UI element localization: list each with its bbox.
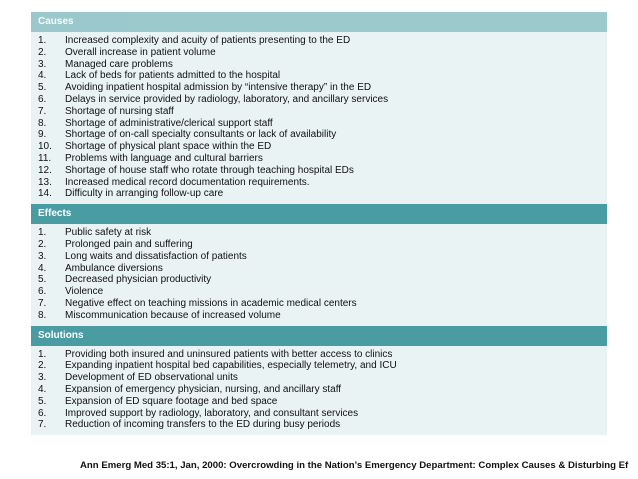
item-number: 3. [38, 58, 47, 70]
list-item [31, 408, 607, 420]
item-number: 6. [38, 93, 47, 105]
item-text: Shortage of physical plant space within the ED [65, 141, 272, 153]
item-text: Development of ED observational units [65, 372, 238, 384]
item-text: Violence [65, 286, 104, 298]
item-number: 10. [38, 141, 52, 153]
item-text: Shortage of on-call specialty consultants or lack of availability [65, 129, 337, 141]
solutions-list [31, 346, 607, 436]
list-item [31, 286, 607, 298]
list-item [31, 310, 607, 322]
item-number: 4. [38, 262, 47, 274]
list-item [31, 35, 607, 47]
list-item [31, 118, 607, 130]
list-item [31, 94, 607, 106]
item-number: 7. [38, 297, 47, 309]
item-number: 4. [38, 70, 47, 82]
list-item [31, 141, 607, 153]
item-number: 12. [38, 164, 52, 176]
item-number: 5. [38, 82, 47, 94]
item-text: Miscommunication because of increased volume [65, 309, 281, 321]
list-item [31, 47, 607, 59]
item-number: 9. [38, 129, 47, 141]
item-number: 8. [38, 309, 47, 321]
list-item [31, 360, 607, 372]
item-text: Avoiding inpatient hospital admission by “intensive therapy” in the ED [65, 82, 372, 94]
item-text: Shortage of nursing staff [65, 105, 174, 117]
solutions-header: Solutions [31, 326, 607, 346]
list-item [31, 384, 607, 396]
list-item [31, 129, 607, 141]
item-text: Negative effect on teaching missions in academic medical centers [65, 297, 357, 309]
item-text: Reduction of incoming transfers to the ED during busy periods [65, 419, 341, 431]
item-text: Lack of beds for patients admitted to the hospital [65, 70, 281, 82]
overcrowding-table [31, 12, 607, 435]
item-text: Expansion of emergency physician, nursing, and ancillary staff [65, 383, 342, 395]
item-text: Public safety at risk [65, 227, 152, 239]
item-text: Providing both insured and uninsured patients with better access to clinics [65, 348, 393, 360]
list-item [31, 263, 607, 275]
item-number: 3. [38, 250, 47, 262]
causes-list [31, 32, 607, 204]
item-text: Increased complexity and acuity of patients presenting to the ED [65, 35, 351, 46]
list-item [31, 274, 607, 286]
item-text: Shortage of administrative/clerical support staff [65, 117, 273, 129]
list-item [31, 188, 607, 200]
item-text: Overall increase in patient volume [65, 46, 216, 58]
item-text: Expanding inpatient hospital bed capabilities, especially telemetry, and ICU [65, 360, 397, 372]
list-item [31, 239, 607, 251]
item-number: 1. [38, 227, 47, 239]
list-item [31, 153, 607, 165]
causes-header: Causes [31, 12, 607, 32]
list-item [31, 177, 607, 189]
item-number: 8. [38, 117, 47, 129]
item-number: 1. [38, 35, 47, 46]
list-item [31, 298, 607, 310]
effects-header: Effects [31, 204, 607, 224]
item-text: Increased medical record documentation requirements. [65, 176, 310, 188]
item-text: Improved support by radiology, laboratory, and consultant services [65, 407, 359, 419]
item-text: Ambulance diversions [65, 262, 163, 274]
item-number: 3. [38, 372, 47, 384]
list-item [31, 396, 607, 408]
list-item [31, 419, 607, 431]
item-number: 14. [38, 188, 52, 200]
list-item [31, 227, 607, 239]
citation: Ann Emerg Med 35:1, Jan, 2000: Overcrowding in the Nation’s Emergency Department: Complex Causes & Disturbing Ef [80, 460, 629, 471]
list-item [31, 106, 607, 118]
item-text: Decreased physician productivity [65, 274, 212, 286]
item-number: 2. [38, 46, 47, 58]
list-item [31, 59, 607, 71]
item-number: 6. [38, 286, 47, 298]
item-number: 2. [38, 238, 47, 250]
list-item [31, 349, 607, 361]
list-item [31, 82, 607, 94]
list-item [31, 372, 607, 384]
list-item [31, 251, 607, 263]
item-text: Long waits and dissatisfaction of patients [65, 250, 247, 262]
item-text: Expansion of ED square footage and bed space [65, 395, 278, 407]
item-text: Delays in service provided by radiology, laboratory, and ancillary services [65, 93, 389, 105]
list-item [31, 70, 607, 82]
list-item [31, 165, 607, 177]
effects-list [31, 224, 607, 325]
item-number: 5. [38, 274, 47, 286]
item-number: 4. [38, 383, 47, 395]
item-text: Difficulty in arranging follow-up care [65, 188, 224, 200]
item-text: Shortage of house staff who rotate through teaching hospital EDs [65, 164, 354, 176]
item-number: 7. [38, 419, 47, 431]
item-number: 1. [38, 348, 47, 360]
item-number: 6. [38, 407, 47, 419]
item-number: 2. [38, 360, 47, 372]
item-text: Managed care problems [65, 58, 173, 70]
item-text: Prolonged pain and suffering [65, 238, 193, 250]
item-number: 7. [38, 105, 47, 117]
item-number: 5. [38, 395, 47, 407]
item-number: 13. [38, 176, 52, 188]
item-number: 11. [38, 152, 52, 164]
item-text: Problems with language and cultural barriers [65, 152, 263, 164]
